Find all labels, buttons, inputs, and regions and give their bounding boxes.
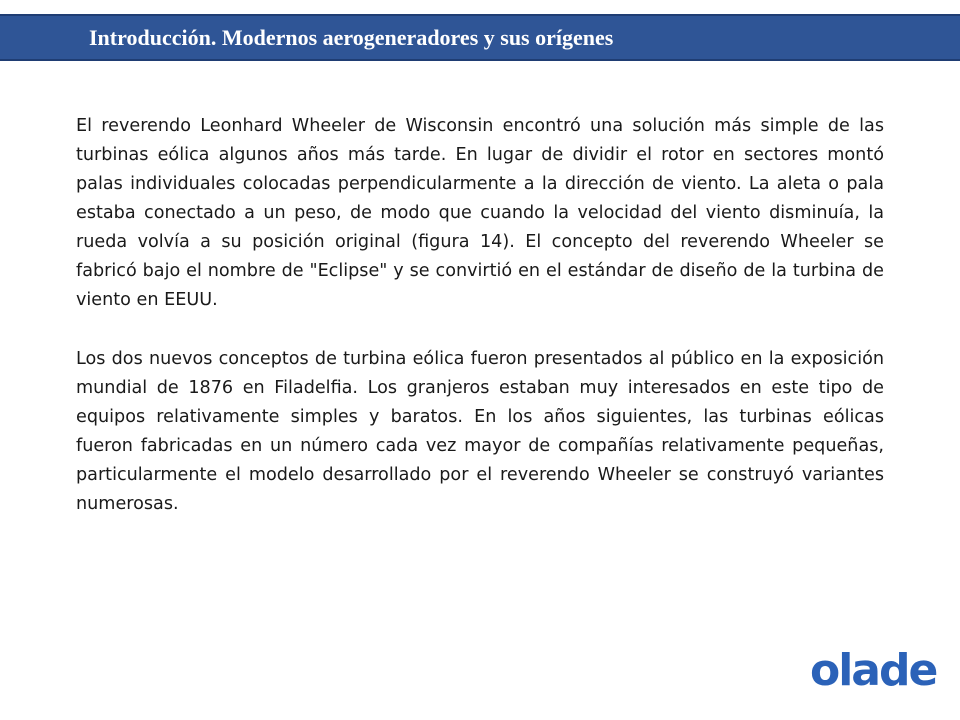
title-bar bbox=[0, 14, 960, 61]
olade-logo: olade bbox=[810, 645, 937, 696]
slide-body bbox=[76, 112, 884, 549]
slide-title: Introducción. Modernos aerogeneradores y sus orígenes bbox=[89, 25, 614, 50]
paragraph-2: Los dos nuevos conceptos de turbina eólica fueron presentados al público en la exposición mundial de 1876 en Filadelfia. Los granjeros estaban muy interesados en este tipo de equipos relativamente simples y baratos. En los años siguientes, las turbinas eólicas fueron fabricadas en un número cada vez mayor de compañías relativamente pequeñas, particularmente el modelo desarrollado por el reverendo Wheeler se construyó variantes numerosas. bbox=[76, 349, 884, 514]
paragraph-1: El reverendo Leonhard Wheeler de Wisconsin encontró una solución más simple de las turbinas eólica algunos años más tarde. En lugar de dividir el rotor en sectores montó palas individuales colocadas perpendicularmente a la dirección de viento. La aleta o pala estaba conectado a un peso, de modo que cuando la velocidad del viento disminuía, la rueda volvía a su posición original (figura 14). El concepto del reverendo Wheeler se fabricó bajo el nombre de "Eclipse" y se convirtió en el estándar de diseño de la turbina de viento en EEUU. bbox=[76, 116, 884, 310]
